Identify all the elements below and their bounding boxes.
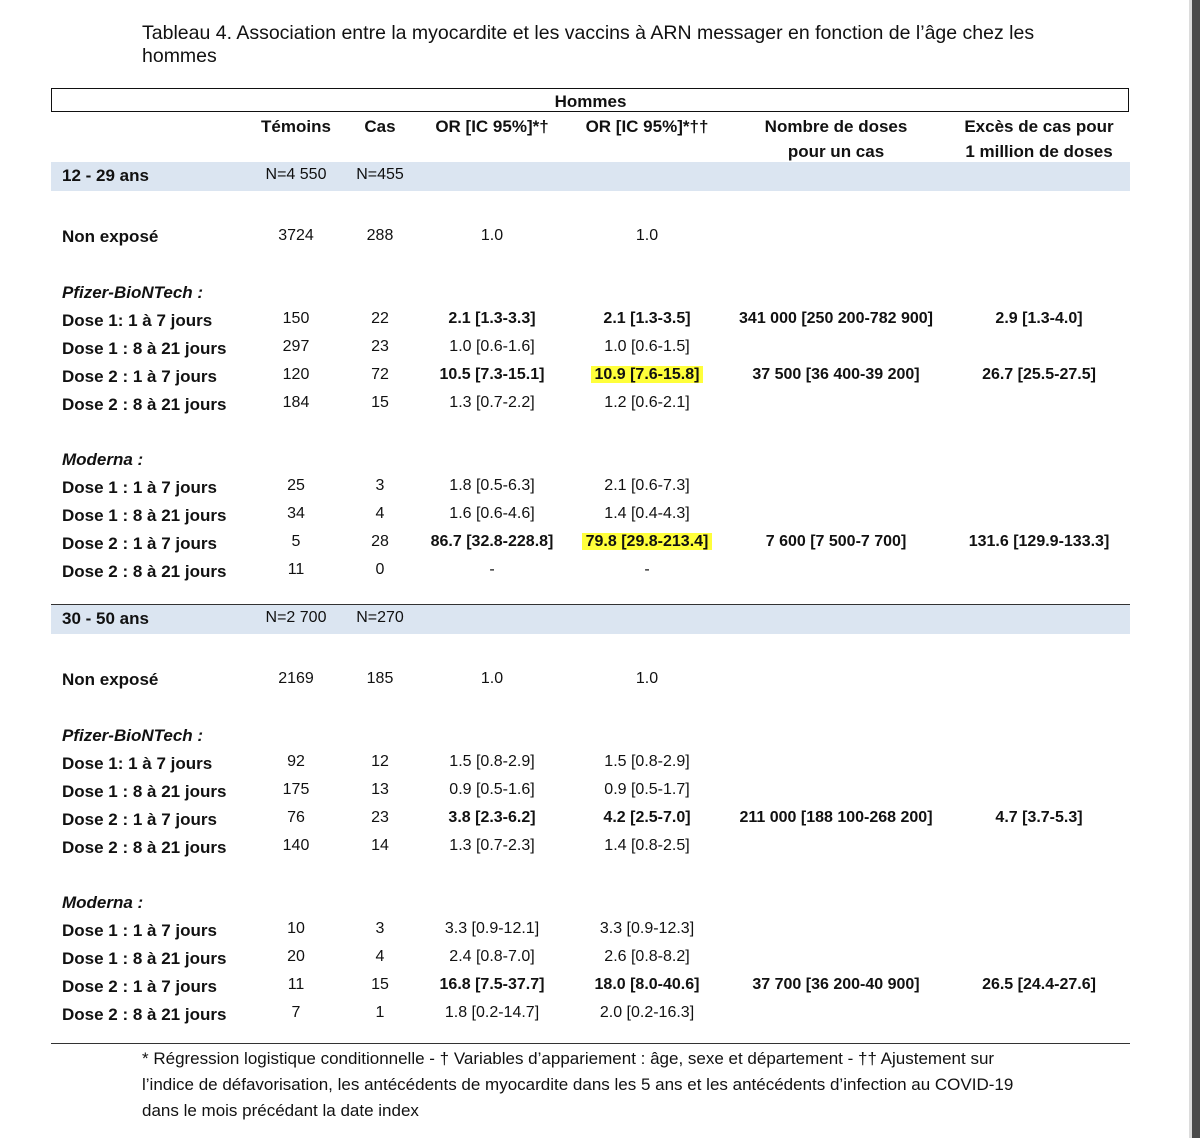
non-expose-or1: 1.0	[480, 670, 504, 687]
row-or2: 0.9 [0.5-1.7]	[604, 781, 690, 798]
row-cas: 72	[371, 366, 389, 383]
non-expose-cas: 185	[366, 670, 394, 687]
col-header-exces-line1: Excès de cas pour	[964, 117, 1114, 136]
row-or1: 1.5 [0.8-2.9]	[449, 753, 535, 770]
non-expose-label: Non exposé	[62, 227, 159, 246]
row-or1: 86.7 [32.8-228.8]	[430, 533, 554, 550]
row-or2: 4.2 [2.5-7.0]	[603, 809, 691, 826]
row-or1: 1.6 [0.6-4.6]	[449, 505, 535, 522]
row-cas: 3	[375, 920, 385, 937]
col-header-doses-line2: pour un cas	[787, 142, 885, 161]
footnote: * Régression logistique conditionnelle - † Variables d’appariement : âge, sexe et département - †† Ajustement sur l’indice de défavorisation, les antécédents de myocardite dans les 5 ans et les antécédents d’infection au COVID-19 dans le mois précédant la date index	[142, 1049, 1014, 1120]
row-or2-cell	[562, 809, 732, 827]
row-doses-par-cas: 7 600 [7 500-7 700]	[765, 533, 907, 550]
row-or2: 1.4 [0.8-2.5]	[604, 837, 690, 854]
row-or1: 3.8 [2.3-6.2]	[448, 809, 536, 826]
row-temoins: 34	[287, 505, 305, 522]
row-label: Dose 2 : 8 à 21 jours	[62, 395, 227, 414]
row-or2-cell	[562, 477, 732, 495]
row-or1: 2.4 [0.8-7.0]	[449, 948, 535, 965]
non-expose-or2: 1.0	[635, 670, 659, 687]
row-cas: 0	[375, 561, 385, 578]
row-or2: 2.6 [0.8-8.2]	[604, 948, 690, 965]
row-or2-cell	[562, 338, 732, 356]
row-cas: 4	[375, 948, 385, 965]
row-or2: 2.1 [0.6-7.3]	[604, 477, 690, 494]
col-header-doses-line1: Nombre de doses	[764, 117, 908, 136]
row-or1: 16.8 [7.5-37.7]	[439, 976, 545, 993]
row-or2-cell	[562, 561, 732, 579]
row-or2: 79.8 [29.8-213.4]	[582, 533, 713, 550]
row-or1: 0.9 [0.5-1.6]	[449, 781, 535, 798]
row-label: Dose 2 : 1 à 7 jours	[62, 810, 217, 829]
age-group-n-cas: N=270	[356, 609, 404, 626]
row-label: Dose 1 : 8 à 21 jours	[62, 782, 227, 801]
row-or2-cell	[562, 310, 732, 328]
row-or1: 1.8 [0.5-6.3]	[449, 477, 535, 494]
row-or2: 1.5 [0.8-2.9]	[604, 753, 690, 770]
col-header-or1: OR [IC 95%]*†	[435, 117, 549, 136]
row-exces-cas: 26.5 [24.4-27.6]	[982, 976, 1096, 993]
row-or2-cell	[562, 533, 732, 551]
age-group-n-temoins: N=2 700	[265, 609, 327, 626]
row-or1: 1.8 [0.2-14.7]	[444, 1004, 540, 1021]
row-label: Dose 2 : 8 à 21 jours	[62, 562, 227, 581]
row-cas: 1	[375, 1004, 385, 1021]
row-cas: 23	[371, 338, 389, 355]
row-doses-par-cas: 211 000 [188 100-268 200]	[739, 809, 933, 826]
row-temoins: 5	[291, 533, 301, 550]
row-or1: 1.0 [0.6-1.6]	[449, 338, 535, 355]
row-label: Dose 2 : 8 à 21 jours	[62, 838, 227, 857]
row-cas: 12	[371, 753, 389, 770]
row-temoins: 92	[287, 753, 305, 770]
row-or1: -	[489, 561, 495, 578]
group-header-hommes: Hommes	[554, 92, 627, 111]
row-temoins: 10	[287, 920, 305, 937]
row-label: Dose 2 : 8 à 21 jours	[62, 1005, 227, 1024]
footnote-divider	[51, 1043, 1130, 1044]
non-expose-label: Non exposé	[62, 670, 159, 689]
row-temoins: 175	[282, 781, 310, 798]
row-or2-cell	[562, 781, 732, 799]
row-cas: 28	[371, 533, 389, 550]
col-header-exces-line2: 1 million de doses	[965, 142, 1113, 161]
row-or2: 2.1 [1.3-3.5]	[603, 310, 691, 327]
row-temoins: 150	[282, 310, 310, 327]
row-label: Dose 2 : 1 à 7 jours	[62, 367, 217, 386]
row-or1: 1.3 [0.7-2.2]	[449, 394, 535, 411]
row-or2: 1.0 [0.6-1.5]	[604, 338, 690, 355]
row-or2-cell	[562, 394, 732, 412]
age-group-label: 30 - 50 ans	[62, 609, 149, 628]
row-exces-cas: 131.6 [129.9-133.3]	[968, 533, 1110, 550]
row-or1: 3.3 [0.9-12.1]	[444, 920, 540, 937]
vaccine-name: Pfizer-BioNTech :	[62, 726, 204, 745]
row-or2: 3.3 [0.9-12.3]	[599, 920, 695, 937]
row-temoins: 140	[282, 837, 310, 854]
row-or2-cell	[562, 366, 732, 384]
row-or2: 1.4 [0.4-4.3]	[604, 505, 690, 522]
row-cas: 14	[371, 837, 389, 854]
row-cas: 4	[375, 505, 385, 522]
row-or2-cell	[562, 948, 732, 966]
row-or2-cell	[562, 837, 732, 855]
col-header-cas: Cas	[364, 117, 396, 136]
row-label: Dose 1 : 8 à 21 jours	[62, 506, 227, 525]
row-label: Dose 1 : 8 à 21 jours	[62, 339, 227, 358]
row-or2-cell	[562, 1004, 732, 1022]
non-expose-or1: 1.0	[480, 227, 504, 244]
age-band	[51, 162, 1130, 191]
row-temoins: 11	[287, 561, 305, 578]
vaccine-name: Moderna :	[62, 450, 144, 469]
row-or2-cell	[562, 920, 732, 938]
row-label: Dose 1 : 8 à 21 jours	[62, 949, 227, 968]
row-or1: 1.3 [0.7-2.3]	[449, 837, 535, 854]
row-or2: 10.9 [7.6-15.8]	[591, 366, 704, 383]
row-label: Dose 1 : 1 à 7 jours	[62, 478, 217, 497]
row-cas: 15	[371, 394, 389, 411]
non-expose-temoins: 2169	[278, 670, 314, 687]
non-expose-cas: 288	[366, 227, 394, 244]
row-temoins: 76	[287, 809, 305, 826]
age-group-n-temoins: N=4 550	[265, 166, 327, 183]
col-header-or2: OR [IC 95%]*††	[585, 117, 709, 136]
age-band	[51, 605, 1130, 634]
row-doses-par-cas: 37 700 [36 200-40 900]	[752, 976, 920, 993]
row-temoins: 184	[282, 394, 310, 411]
row-doses-par-cas: 341 000 [250 200-782 900]	[739, 310, 933, 327]
row-exces-cas: 26.7 [25.5-27.5]	[982, 366, 1096, 383]
row-or2-cell	[562, 505, 732, 523]
vaccine-name: Moderna :	[62, 893, 144, 912]
row-or2: 18.0 [8.0-40.6]	[594, 976, 700, 993]
row-cas: 13	[371, 781, 389, 798]
row-or1: 2.1 [1.3-3.3]	[448, 310, 536, 327]
row-or2: 1.2 [0.6-2.1]	[604, 394, 690, 411]
row-or2: -	[644, 561, 650, 578]
row-cas: 3	[375, 477, 385, 494]
age-group-n-cas: N=455	[356, 166, 404, 183]
row-or2-cell	[562, 976, 732, 994]
row-exces-cas: 4.7 [3.7-5.3]	[995, 809, 1083, 826]
page-edge	[1192, 0, 1200, 1138]
row-label: Dose 1: 1 à 7 jours	[62, 754, 213, 773]
row-or2: 2.0 [0.2-16.3]	[599, 1004, 695, 1021]
non-expose-or2: 1.0	[635, 227, 659, 244]
row-label: Dose 2 : 1 à 7 jours	[62, 534, 217, 553]
row-label: Dose 1: 1 à 7 jours	[62, 311, 213, 330]
row-temoins: 20	[287, 948, 305, 965]
row-temoins: 11	[287, 976, 305, 993]
row-cas: 15	[371, 976, 389, 993]
row-or2-cell	[562, 753, 732, 771]
row-exces-cas: 2.9 [1.3-4.0]	[995, 310, 1083, 327]
row-cas: 22	[371, 310, 389, 327]
row-label: Dose 2 : 1 à 7 jours	[62, 977, 217, 996]
age-group-label: 12 - 29 ans	[62, 166, 149, 185]
row-cas: 23	[371, 809, 389, 826]
row-temoins: 297	[282, 338, 310, 355]
row-temoins: 25	[287, 477, 305, 494]
row-or1: 10.5 [7.3-15.1]	[439, 366, 545, 383]
col-header-temoins: Témoins	[261, 117, 331, 136]
row-doses-par-cas: 37 500 [36 400-39 200]	[752, 366, 920, 383]
row-label: Dose 1 : 1 à 7 jours	[62, 921, 217, 940]
non-expose-temoins: 3724	[278, 227, 314, 244]
table-caption: Tableau 4. Association entre la myocardite et les vaccins à ARN messager en fonction de l’âge chez les hommes	[142, 22, 1035, 67]
vaccine-name: Pfizer-BioNTech :	[62, 283, 204, 302]
row-temoins: 7	[291, 1004, 301, 1021]
row-temoins: 120	[282, 366, 310, 383]
